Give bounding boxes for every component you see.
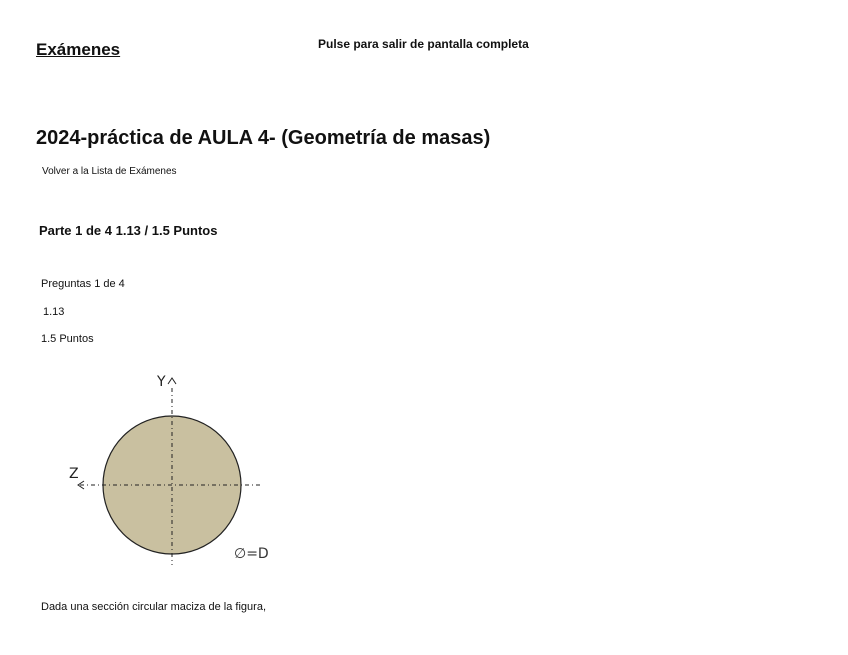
diameter-label: ∅=D xyxy=(234,546,269,562)
exit-fullscreen-button[interactable]: Pulse para salir de pantalla completa xyxy=(318,37,529,51)
question-text: Dada una sección circular maciza de la figura, xyxy=(41,601,267,613)
top-bar xyxy=(0,0,848,80)
y-axis-label: Y xyxy=(157,374,166,390)
question-score: 1.13 xyxy=(43,306,65,318)
part-heading: Parte 1 de 4 1.13 / 1.5 Puntos xyxy=(39,223,218,238)
exam-title: 2024-práctica de AULA 4- (Geometría de masas) xyxy=(36,127,491,149)
circular-section-figure xyxy=(60,370,290,570)
circular-section-diagram xyxy=(60,370,290,570)
back-to-exam-list-link[interactable]: Volver a la Lista de Exámenes xyxy=(42,166,177,177)
question-points: 1.5 Puntos xyxy=(41,333,94,345)
z-axis-label: Z xyxy=(69,466,79,482)
y-axis-arrow xyxy=(168,378,176,384)
question-counter: Preguntas 1 de 4 xyxy=(41,278,125,290)
exams-link[interactable]: Exámenes xyxy=(36,40,121,59)
